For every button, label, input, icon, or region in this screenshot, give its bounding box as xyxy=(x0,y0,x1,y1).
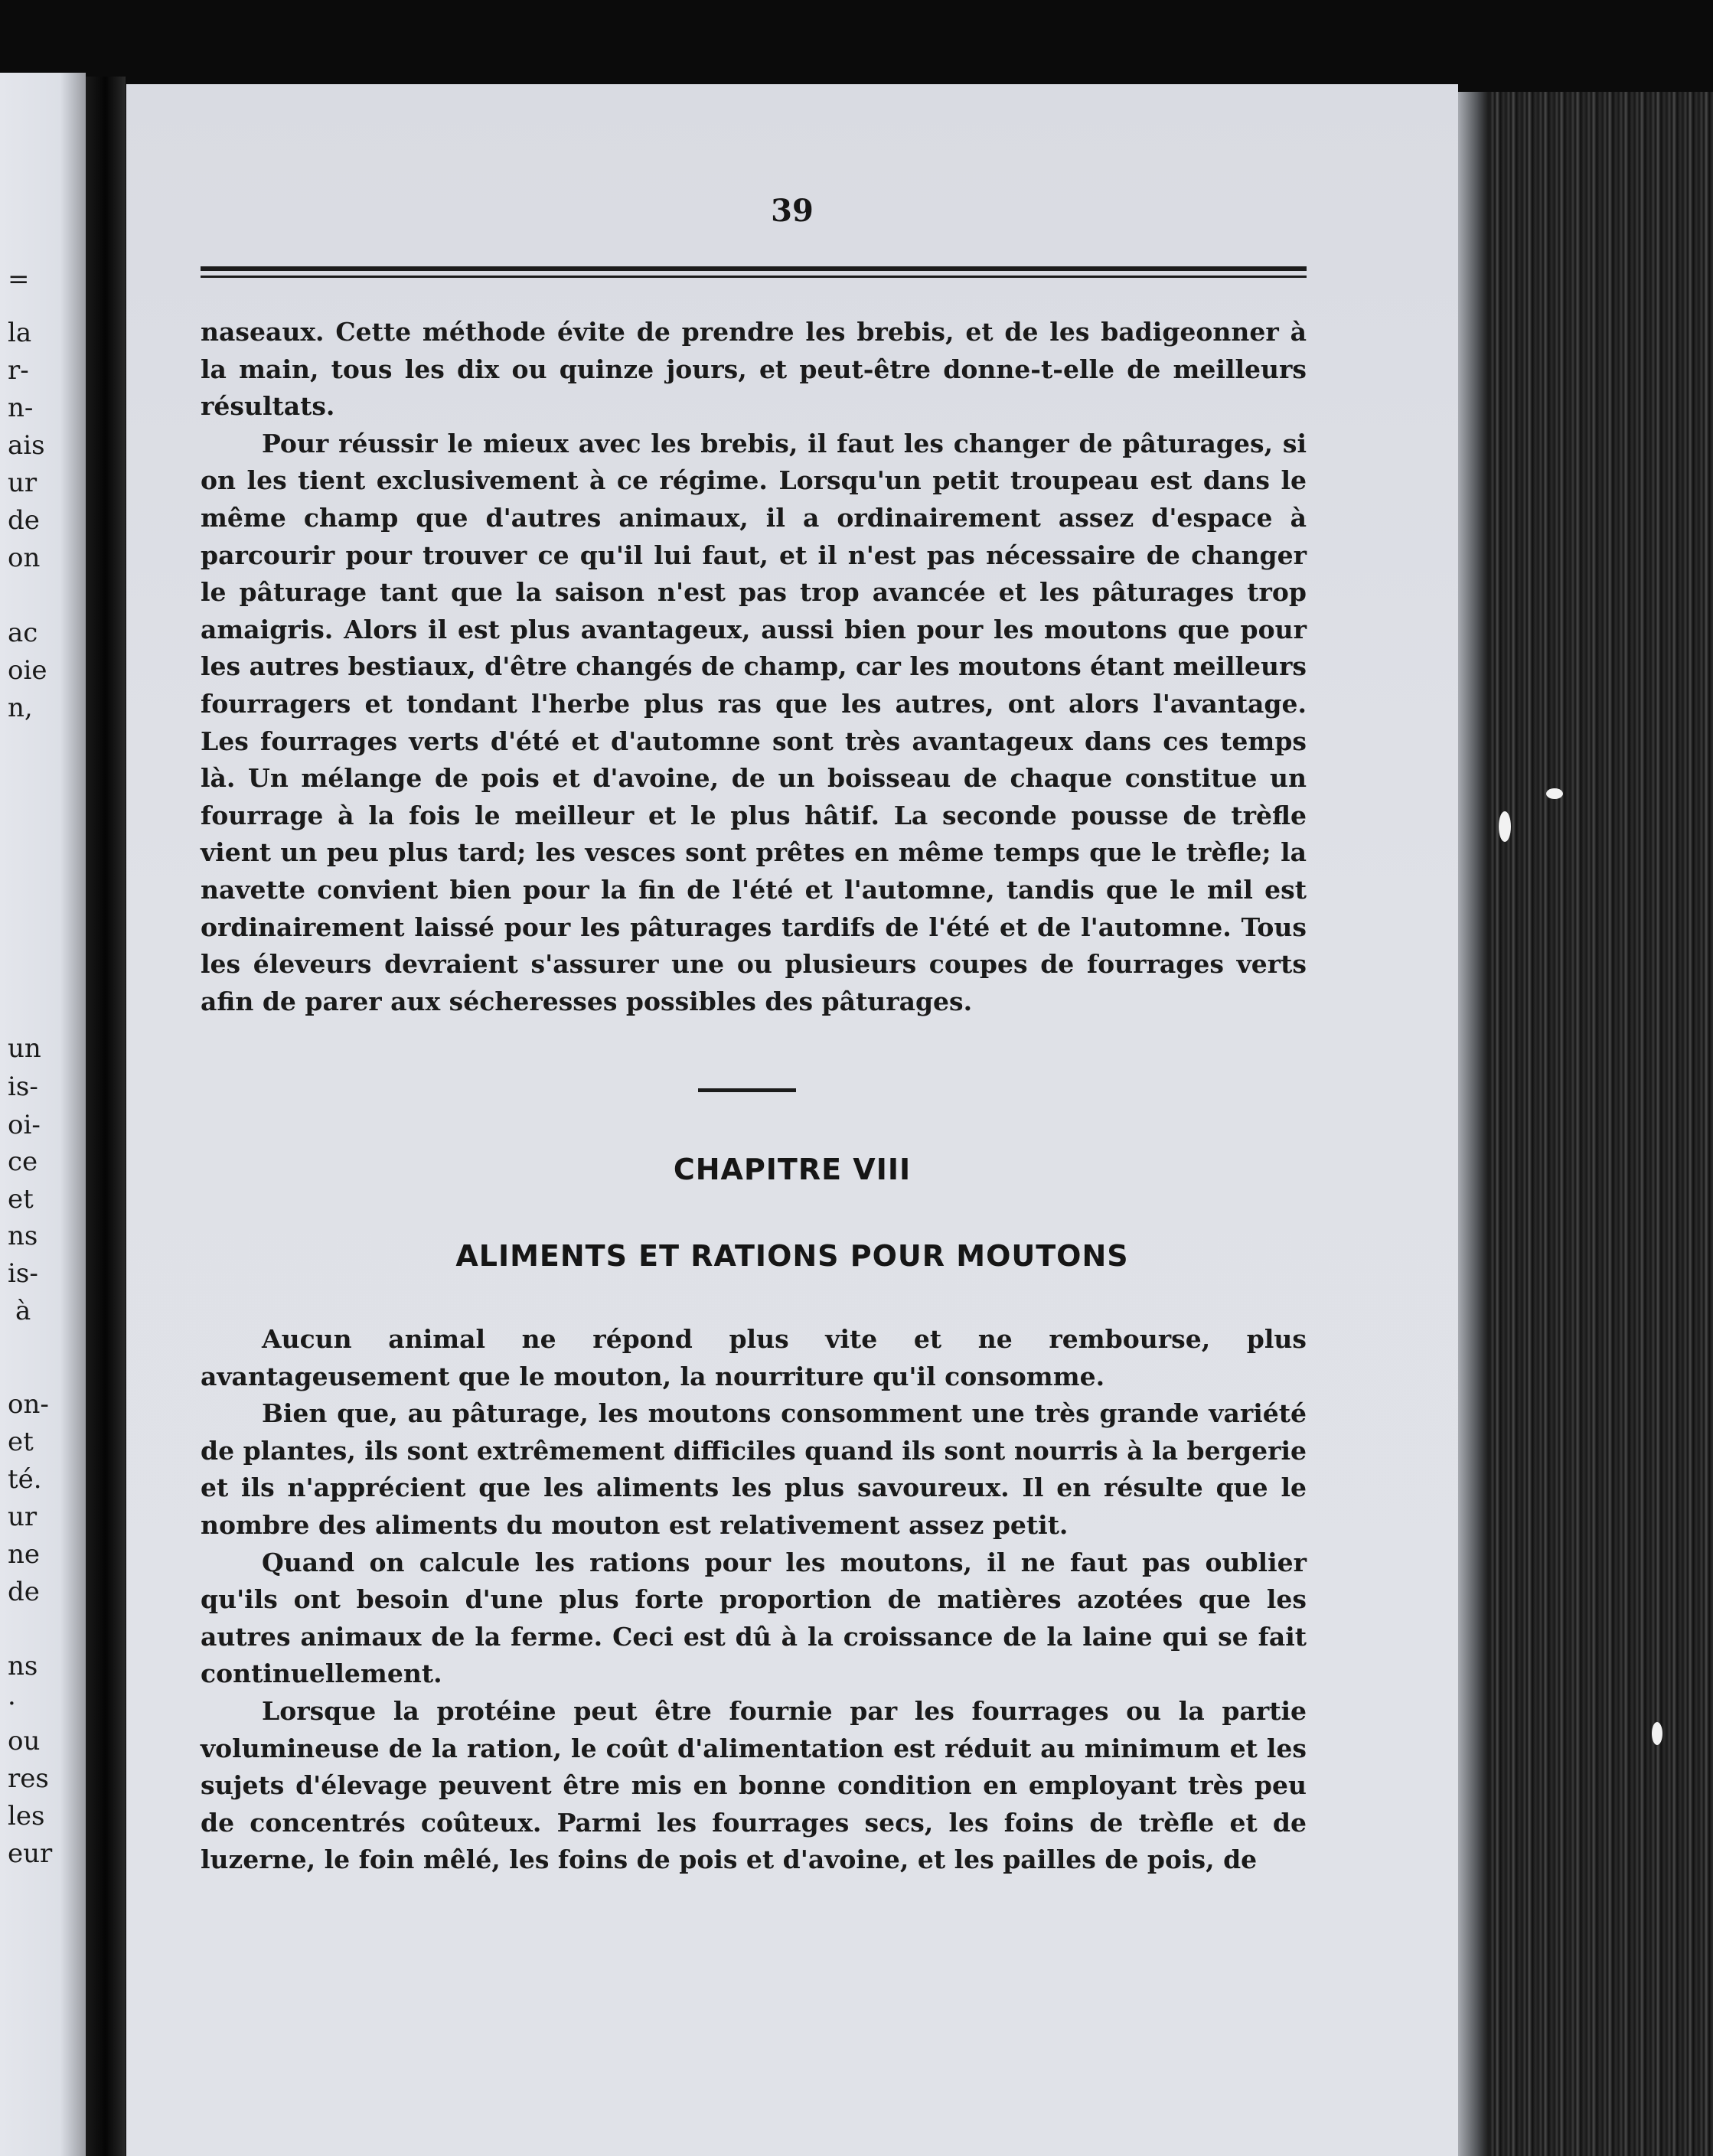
left-fragment: et xyxy=(8,1427,34,1457)
left-fragment: ac xyxy=(8,618,38,648)
left-fragment: té. xyxy=(8,1464,42,1495)
left-fragment: r- xyxy=(8,355,29,386)
left-fragment: ur xyxy=(8,1502,38,1532)
page-edges xyxy=(1458,92,1713,2156)
left-fragment: is- xyxy=(8,1071,38,1102)
left-fragment: ais xyxy=(8,430,45,461)
paragraph: Bien que, au pâturage, les moutons consomment une très grande variété de plantes, ils sont extrêmement difficiles quand ils sont nourris à la bergerie et ils n'apprécient que les aliments les plus savoureux. Il en résulte que le nombre des aliments du mouton est relativement assez petit. xyxy=(201,1398,1307,1540)
left-fragment: ns xyxy=(8,1651,38,1681)
left-fragment: ou xyxy=(8,1726,41,1756)
previous-page-text xyxy=(0,73,86,2156)
paragraph: Aucun animal ne répond plus vite et ne rembourse, plus avantageusement que le mouton, la nourriture qu'il consomme. xyxy=(201,1324,1307,1391)
scan-speck xyxy=(1652,1722,1662,1745)
paragraph: Quand on calcule les rations pour les moutons, il ne faut pas oublier qu'ils ont besoin d'une plus forte proportion de matières azotées que les autres animaux de la ferme. Ceci est dû à la croissance de la laine qui se fait continuellement. xyxy=(201,1547,1307,1689)
page-edge-shadow xyxy=(1458,92,1489,2156)
left-fragment: ur xyxy=(8,468,38,498)
previous-page-fragment xyxy=(0,73,86,2156)
page-number: 39 xyxy=(771,193,814,229)
left-fragment: eur xyxy=(8,1838,53,1869)
left-fragment: de xyxy=(8,1577,40,1607)
left-fragment: · xyxy=(8,1688,16,1719)
left-fragment: on xyxy=(8,543,41,573)
left-fragment: un xyxy=(8,1033,41,1064)
left-fragment: is- xyxy=(8,1258,38,1289)
scan-speck xyxy=(1546,788,1563,799)
left-fragment: n, xyxy=(8,693,33,723)
left-fragment: res xyxy=(8,1763,49,1794)
left-fragment: oie xyxy=(8,655,47,686)
paragraph: Pour réussir le mieux avec les brebis, il faut les changer de pâturages, si on les tient exclusivement à ce régime. Lorsqu'un petit troupeau est dans le même champ que d'autres animaux, il a ordinairement assez d'espace à parcourir pour trouver ce qu'il lui faut, et il n'est pas nécessaire de changer le pâturage tant que la saison n'est pas trop avancée et les pâturages trop amaigris. Alors il est plus avantageux, aussi bien pour les moutons que pour les autres bestiaux, d'être changés de champ, car les moutons étant meilleurs fourragers et tondant l'herbe plus ras que les autres, ont alors l'avantage. Les fourrages verts d'été et d'automne sont très avantageux dans ces temps là. Un mélange de pois et d'avoine, de un boisseau de chaque constitue un fourrage à la fois le meilleur et le plus hâtif. La seconde pousse de trèfle vient un peu plus tard; les vesces sont prêtes en même temps que le trèfle; la navette convient bien pour la fin de l'été et l'automne, tandis que le mil est ordinairement laissé pour les pâturages tardifs de l'été et de l'automne. Tous les éleveurs devraient s'assurer une ou plusieurs coupes de fourrages verts afin de parer aux sécheresses possibles des pâturages. xyxy=(201,428,1307,1016)
paragraph: naseaux. Cette méthode évite de prendre les brebis, et de les badigeonner à la main, tous les dix ou quinze jours, et peut-être donne-t-elle de meilleurs résultats. xyxy=(201,317,1307,422)
chapter-subtitle: ALIMENTS ET RATIONS POUR MOUTONS xyxy=(455,1239,1129,1273)
left-fragment: à xyxy=(15,1296,31,1326)
book-page xyxy=(126,84,1458,2156)
left-fragment: et xyxy=(8,1184,34,1215)
section-separator xyxy=(698,1088,796,1092)
scan-speck xyxy=(1499,811,1511,842)
left-fragment: ne xyxy=(8,1539,41,1570)
left-fragment: de xyxy=(8,505,40,536)
chapter-title: CHAPITRE VIII xyxy=(673,1153,912,1186)
book-gutter xyxy=(86,77,126,2156)
header-rule xyxy=(201,266,1307,271)
left-fragment: ce xyxy=(8,1146,38,1177)
left-fragment: la xyxy=(8,318,32,348)
left-fragment: les xyxy=(8,1801,45,1831)
paragraph: Lorsque la protéine peut être fournie par les fourrages ou la partie volumineuse de la ration, le coût d'alimentation est réduit au minimum et les sujets d'élevage peuvent être mis en bonne condition en employant très peu de concentrés coûteux. Parmi les fourrages secs, les foins de trèfle et de luzerne, le foin mêlé, les foins de pois et d'avoine, et les pailles de pois, de xyxy=(201,1695,1307,1875)
header-rule-thin xyxy=(201,276,1307,278)
left-fragment: ns xyxy=(8,1221,38,1251)
body-text-bottom xyxy=(201,1321,1307,1879)
left-fragment: on- xyxy=(8,1389,49,1420)
body-text-top xyxy=(201,314,1307,1020)
left-fragment: = xyxy=(8,264,30,295)
left-fragment: oi- xyxy=(8,1110,41,1140)
left-fragment: n- xyxy=(8,393,34,423)
